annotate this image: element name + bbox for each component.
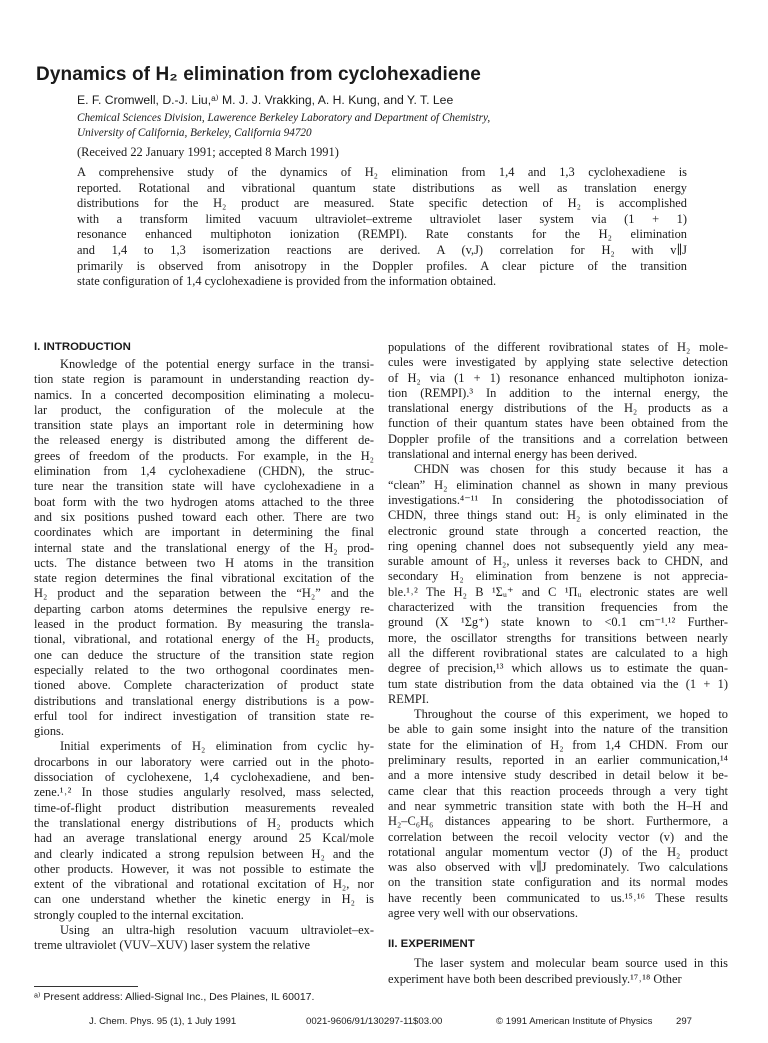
copyright-notice: © 1991 American Institute of Physics — [496, 1016, 653, 1027]
text-line: rotational angular momentum vector (J) of the H₂ product — [388, 844, 728, 859]
text-line: characterized with the transition frequencies from the — [388, 600, 728, 615]
text-line: Using an ultra-high resolution vacuum ultraviolet–ex- — [60, 922, 374, 937]
abstract-line: primarily is observed from anisotropy in the Doppler profiles. A clear picture of the transition — [77, 258, 687, 273]
text-line: CHDN, three things stand out: H₂ is only eliminated in the — [388, 508, 728, 523]
right-column-text — [388, 340, 728, 921]
text-line: extent of the vibrational and rotational excitation of H₂, nor — [34, 877, 374, 892]
text-line: elimination from 1,4 cyclohexadiene (CHDN), the struc- — [34, 464, 374, 479]
text-line: coordinates which are important in determining the final — [34, 525, 374, 540]
text-line: electronic ground state through a concerted reaction, the — [388, 523, 728, 538]
text-line: leased in the product formation. By measuring the transla- — [34, 617, 374, 632]
text-line: namics. In a concerted decomposition eliminating a molecu- — [34, 387, 374, 402]
experiment-text — [388, 956, 728, 987]
text-line: of H₂ via (1 + 1) resonance enhanced multiphoton ioniza- — [388, 370, 728, 385]
abstract-line: reported. Rotational and vibrational quantum state distributions as well as translation energy — [77, 180, 687, 195]
text-line: ucts. The distance between two H atoms in the transition — [34, 555, 374, 570]
text-line: was also observed with v∥J predominately. Two calculations — [388, 860, 728, 875]
text-line: Initial experiments of H₂ elimination from cyclic hy- — [60, 739, 374, 754]
left-column — [34, 340, 374, 954]
text-line: tional, vibrational, and rotational energy of the H₂ products, — [34, 632, 374, 647]
text-line: be able to gain some insight into the nature of the transition — [388, 722, 728, 737]
text-line: state region determines the final vibrational excitation of the — [34, 571, 374, 586]
text-line: the released energy is distributed among the different de- — [34, 433, 374, 448]
text-line: tion (REMPI).³ In addition to the internal energy, the — [388, 385, 728, 400]
text-line: function of their quantum states have been obtained from the — [388, 416, 728, 431]
text-line: treme ultraviolet (VUV–XUV) laser system the relative — [34, 938, 310, 953]
text-line: can one understand whether the kinetic energy in H₂ is — [34, 892, 374, 907]
text-line: Doppler profile of the transitions and a correlation between — [388, 431, 728, 446]
page-number: 297 — [676, 1016, 693, 1027]
footnote: ᵃ⁾ Present address: Allied-Signal Inc., Des Plaines, IL 60017. — [34, 991, 315, 1003]
footnote-rule — [34, 986, 138, 987]
text-line: translational energy distributions of the H₂ products as a — [388, 401, 728, 416]
text-line: Throughout the course of this experiment, we hoped to — [414, 707, 728, 722]
text-line: and six positions pushed toward each other. There are two — [34, 509, 374, 524]
text-line: CHDN was chosen for this study because it has a — [414, 462, 728, 477]
text-line: and a more intensive study described in detail below it be- — [388, 768, 728, 783]
abstract-line: resonance enhanced multiphoton ionization (REMPI). Rate constants for the H₂ elimination — [77, 227, 687, 242]
article-code: 0021-9606/91/130297-11$03.00 — [306, 1016, 443, 1027]
section-heading-introduction: I. INTRODUCTION — [34, 341, 131, 353]
text-line: grees of freedom of the products. For example, in the H₂ — [34, 448, 374, 463]
text-line: more, the oscillator strengths for transitions between nearly — [388, 630, 728, 645]
journal-citation: J. Chem. Phys. 95 (1), 1 July 1991 — [89, 1016, 237, 1027]
text-line: agree very well with our observations. — [388, 905, 578, 920]
text-line: departing carbon atoms determines the repulsive energy re- — [34, 601, 374, 616]
abstract-line: state configuration of 1,4 cyclohexadiene is provided from the information obtained. — [77, 274, 497, 289]
text-line: state for the elimination of H₂ from 1,4 CHDN. From our — [388, 737, 728, 752]
text-line: had an average translational energy around 25 Kcal/mole — [34, 831, 374, 846]
text-line: degree of precision,¹³ which allows us to estimate the quan- — [388, 661, 728, 676]
text-line: and clearly indicated a strong repulsion between H₂ and the — [34, 846, 374, 861]
left-column-text — [34, 357, 374, 954]
text-line: The laser system and molecular beam source used in this — [414, 956, 728, 971]
text-line: correlation between the recoil velocity vector (v) and the — [388, 829, 728, 844]
text-line: erful tool for indirect investigation of transition state re- — [34, 708, 374, 723]
text-line: boat form with the two hydrogen atoms attached to the three — [34, 494, 374, 509]
text-line: preliminary results, reported in an earlier communication,¹⁴ — [388, 753, 728, 768]
text-line: drocarbons in our laboratory were carried out in the photo- — [34, 754, 374, 769]
article-title: Dynamics of H₂ elimination from cyclohexadiene — [36, 64, 481, 85]
text-line: tioned above. Complete characterization of product state — [34, 678, 374, 693]
abstract-line: A comprehensive study of the dynamics of H₂ elimination from 1,4 and 1,3 cyclohexadiene is — [77, 165, 687, 179]
received-dates: (Received 22 January 1991; accepted 8 March 1991) — [77, 145, 339, 159]
text-line: “clean” H₂ elimination channel as shown in many previous — [388, 477, 728, 492]
abstract — [77, 165, 687, 290]
text-line: lar product, the configuration of the molecule at the — [34, 402, 374, 417]
text-line: REMPI. — [388, 691, 429, 706]
text-line: zene.¹˒² In those studies angularly resolved, mass selected, — [34, 785, 374, 800]
text-line: ble.¹˒² The H₂ B ¹Σᵤ⁺ and C ¹Πᵤ electronic states are well — [388, 584, 728, 599]
text-line: populations of the different rovibrational states of H₂ mole- — [388, 340, 728, 354]
text-line: dissociation of cyclohexene, 1,4 cyclohexadiene, and ben- — [34, 770, 374, 785]
text-line: tion state region is paramount in understanding reaction dy- — [34, 372, 374, 387]
text-line: ground (X ¹Σg⁺) state known to <0.1 cm⁻¹.¹² Further- — [388, 615, 728, 630]
text-line: especially related to the two orthogonal coordinates men- — [34, 662, 374, 677]
text-line: cules were investigated by applying state selective detection — [388, 355, 728, 370]
text-line: experiment have both been described previously.¹⁷˒¹⁸ Other — [388, 971, 682, 986]
text-line: ture near the transition state will have cyclohexadiene in a — [34, 479, 374, 494]
text-line: secondary H₂ elimination from benzene is not apprecia- — [388, 569, 728, 584]
text-line: time-of-flight product distribution measurements revealed — [34, 800, 374, 815]
abstract-line: distributions for the H₂ product are measured. State specific detection of H₂ is accomplished — [77, 196, 687, 211]
affiliation — [77, 111, 577, 141]
section-heading-experiment: II. EXPERIMENT — [388, 938, 475, 951]
affiliation-line: University of California, Berkeley, California 94720 — [77, 127, 312, 139]
text-line: on the transition state configuration and its normal modes — [388, 875, 728, 890]
right-column — [388, 340, 728, 987]
text-line: have recently been communicated to us.¹⁵˒¹⁶ These results — [388, 890, 728, 905]
text-line: H₂ product and the separation between the “H₂” and the — [34, 586, 374, 601]
text-line: ring opening channel does not subsequently yield any mea- — [388, 538, 728, 553]
affiliation-line: Chemical Sciences Division, Lawerence Berkeley Laboratory and Department of Chemistry, — [77, 112, 491, 124]
text-line: came clear that this reaction proceeds through a very tight — [388, 783, 728, 798]
abstract-line: and 1,4 to 1,3 isomerization reactions are derived. A (v,J) correlation for H₂ with v∥J — [77, 242, 687, 257]
text-line: translational and internal energy has been derived. — [388, 447, 638, 462]
text-line: the translational energy distributions of H₂ products which — [34, 815, 374, 830]
text-line: distributions and translational energy distributions is a pow- — [34, 693, 374, 708]
text-line: surable amount of H₂, unless it reverses back to CHDN, and — [388, 554, 728, 569]
abstract-line: with a transform limited vacuum ultraviolet–extreme ultraviolet laser system via (1 + 1) — [77, 211, 687, 226]
text-line: tum state distribution from the data obtained via the (1 + 1) — [388, 676, 728, 691]
text-line: investigations.⁴⁻¹¹ In considering the photodissociation of — [388, 492, 728, 507]
author-list: E. F. Cromwell, D.-J. Liu,ᵃ⁾ M. J. J. Vrakking, A. H. Kung, and Y. T. Lee — [77, 93, 454, 107]
text-line: other products. However, it was not possible to estimate the — [34, 861, 374, 876]
text-line: internal state and the translational energy of the H₂ prod- — [34, 540, 374, 555]
text-line: one can deduce the structure of the transition state region — [34, 647, 374, 662]
text-line: H₂–C₆H₆ distances appearing to be short. Furthermore, a — [388, 814, 728, 829]
text-line: and near symmetric transition state with both the H–H and — [388, 798, 728, 813]
text-line: transition state plays an important role in determining how — [34, 418, 374, 433]
text-line: gions. — [34, 724, 64, 739]
text-line: Knowledge of the potential energy surface in the transi- — [60, 357, 374, 371]
text-line: all the different rovibrational states are calculated to a high — [388, 645, 728, 660]
text-line: strongly coupled to the internal excitation. — [34, 907, 244, 922]
